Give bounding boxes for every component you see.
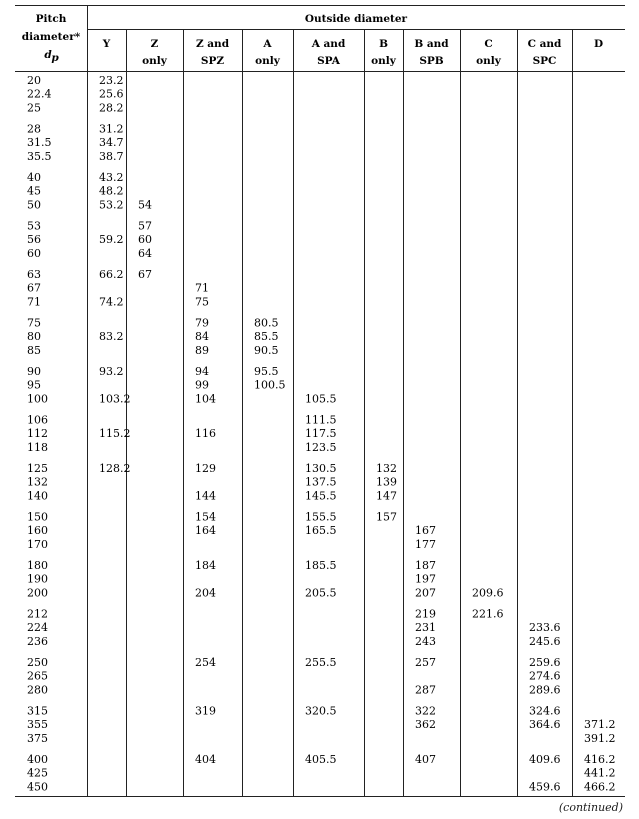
outside-diameter-cell: 371.2: [584, 718, 616, 732]
outside-diameter-cell: 129: [195, 462, 216, 475]
outside-diameter-cell: 104: [195, 392, 216, 406]
outside-diameter-cell: 207: [415, 586, 436, 600]
outside-diameter-cell: 117.5: [305, 427, 337, 441]
outside-diameter-cell: 100.5: [254, 378, 286, 392]
pitch-diameter-cell: 53: [27, 219, 41, 233]
pitch-diameter-cell: 250: [27, 656, 48, 669]
outside-diameter-cell: 289.6: [529, 683, 561, 697]
pitch-symbol-sub: p: [51, 52, 59, 64]
pitch-diameter-cell: 315: [27, 704, 48, 718]
outside-diameter-cell: 132: [376, 462, 397, 475]
outside-diameter-cell: 99: [195, 378, 209, 392]
outside-diameter-cell: 23.2: [99, 74, 124, 87]
pitch-diameter-cell: 190: [27, 572, 48, 586]
column-header: Y: [102, 38, 111, 50]
outside-diameter-cell: 34.7: [99, 136, 124, 150]
outside-diameter-cell: 259.6: [529, 656, 561, 669]
outside-diameter-cell: 165.5: [305, 524, 337, 538]
pitch-diameter-cell: 67: [27, 281, 41, 295]
outside-diameter-cell: 31.2: [99, 122, 124, 136]
pitch-header-line: Pitch: [35, 13, 67, 25]
outside-diameter-cell: 84: [195, 330, 209, 344]
outside-diameter-cell: 405.5: [305, 753, 337, 766]
pitch-diameter-cell: 45: [27, 184, 41, 198]
outside-diameter-cell: 164: [195, 524, 216, 538]
pitch-diameter-cell: 170: [27, 537, 48, 551]
outside-diameter-cell: 257: [415, 656, 436, 669]
column-header: C and: [527, 38, 562, 50]
outside-diameter-cell: 137.5: [305, 475, 337, 489]
pitch-diameter-cell: 450: [27, 780, 48, 794]
pitch-diameter-cell: 90: [27, 365, 41, 378]
outside-diameter-cell: 416.2: [584, 753, 616, 766]
outside-diameter-cell: 67: [138, 268, 152, 281]
pitch-diameter-cell: 80: [27, 330, 41, 344]
outside-diameter-cell: 90.5: [254, 343, 279, 357]
group-header: Outside diameter: [304, 13, 408, 25]
outside-diameter-cell: 187: [415, 559, 436, 572]
outside-diameter-cell: 128.2: [99, 462, 131, 475]
outside-diameter-cell: 139: [376, 475, 397, 489]
pitch-diameter-cell: 140: [27, 489, 48, 503]
column-header: SPC: [532, 55, 557, 67]
outside-diameter-cell: 144: [195, 489, 216, 503]
outside-diameter-cell: 116: [195, 427, 216, 441]
column-header: SPZ: [200, 55, 225, 67]
column-header: A: [263, 38, 272, 50]
pitch-diameter-cell: 212: [27, 607, 48, 621]
outside-diameter-cell: 93.2: [99, 365, 124, 378]
outside-diameter-cell: 123.5: [305, 440, 337, 454]
pitch-diameter-cell: 31.5: [27, 136, 52, 150]
outside-diameter-cell: 130.5: [305, 462, 337, 475]
outside-diameter-cell: 94: [195, 365, 209, 378]
outside-diameter-cell: 319: [195, 704, 216, 718]
outside-diameter-cell: 38.7: [99, 149, 124, 163]
outside-diameter-cell: 391.2: [584, 731, 616, 745]
outside-diameter-cell: 320.5: [305, 704, 337, 718]
pitch-diameter-cell: 25: [27, 101, 41, 115]
outside-diameter-cell: 80.5: [254, 316, 279, 330]
column-header: only: [142, 55, 167, 67]
pitch-diameter-cell: 85: [27, 343, 41, 357]
pitch-diameter-cell: 20: [27, 74, 41, 87]
outside-diameter-cell: 71: [195, 281, 209, 295]
outside-diameter-cell: 115.2: [99, 427, 131, 441]
pitch-diameter-cell: 200: [27, 586, 48, 600]
outside-diameter-cell: 157: [376, 510, 397, 524]
outside-diameter-cell: 48.2: [99, 184, 124, 198]
pitch-diameter-cell: 95: [27, 378, 41, 392]
outside-diameter-cell: 75: [195, 295, 209, 309]
outside-diameter-cell: 255.5: [305, 656, 337, 669]
outside-diameter-cell: 145.5: [305, 489, 337, 503]
pitch-diameter-cell: 355: [27, 718, 48, 732]
outside-diameter-cell: 362: [415, 718, 436, 732]
outside-diameter-cell: 205.5: [305, 586, 337, 600]
pitch-diameter-cell: 160: [27, 524, 48, 538]
outside-diameter-cell: 95.5: [254, 365, 279, 378]
pitch-diameter-cell: 28: [27, 122, 41, 136]
outside-diameter-cell: 103.2: [99, 392, 131, 406]
pitch-diameter-cell: 265: [27, 669, 48, 683]
diameter-table: [15, 5, 625, 797]
pitch-diameter-cell: 150: [27, 510, 48, 524]
outside-diameter-cell: 407: [415, 753, 436, 766]
pitch-diameter-cell: 118: [27, 440, 48, 454]
outside-diameter-cell: 466.2: [584, 780, 616, 794]
table-grid: [15, 5, 625, 797]
outside-diameter-cell: 243: [415, 634, 436, 648]
column-header: SPA: [317, 55, 340, 67]
outside-diameter-cell: 54: [138, 198, 152, 212]
outside-diameter-cell: 66.2: [99, 268, 124, 281]
outside-diameter-cell: 79: [195, 316, 209, 330]
pitch-diameter-cell: 280: [27, 683, 48, 697]
outside-diameter-cell: 324.6: [529, 704, 561, 718]
outside-diameter-cell: 322: [415, 704, 436, 718]
pitch-diameter-cell: 106: [27, 413, 48, 427]
outside-diameter-cell: 25.6: [99, 87, 124, 101]
outside-diameter-cell: 404: [195, 753, 216, 766]
outside-diameter-cell: 177: [415, 537, 436, 551]
column-header: B: [379, 38, 388, 50]
outside-diameter-cell: 83.2: [99, 330, 124, 344]
outside-diameter-cell: 74.2: [99, 295, 124, 309]
outside-diameter-cell: 64: [138, 246, 152, 260]
pitch-diameter-cell: 375: [27, 731, 48, 745]
pitch-diameter-cell: 56: [27, 233, 41, 247]
pitch-diameter-cell: 112: [27, 427, 48, 441]
pitch-diameter-cell: 236: [27, 634, 48, 648]
pitch-diameter-cell: 60: [27, 246, 41, 260]
pitch-diameter-cell: 125: [27, 462, 48, 475]
outside-diameter-cell: 459.6: [529, 780, 561, 794]
outside-diameter-cell: 53.2: [99, 198, 124, 212]
outside-diameter-cell: 287: [415, 683, 436, 697]
outside-diameter-cell: 154: [195, 510, 216, 524]
outside-diameter-cell: 85.5: [254, 330, 279, 344]
pitch-diameter-cell: 50: [27, 198, 41, 212]
pitch-diameter-cell: 100: [27, 392, 48, 406]
outside-diameter-cell: 364.6: [529, 718, 561, 732]
pitch-diameter-cell: 35.5: [27, 149, 52, 163]
outside-diameter-cell: 209.6: [472, 586, 504, 600]
pitch-diameter-cell: 400: [27, 753, 48, 766]
outside-diameter-cell: 59.2: [99, 233, 124, 247]
pitch-diameter-cell: 180: [27, 559, 48, 572]
outside-diameter-cell: 219: [415, 607, 436, 621]
outside-diameter-cell: 167: [415, 524, 436, 538]
outside-diameter-cell: 60: [138, 233, 152, 247]
pitch-symbol: d: [44, 49, 52, 61]
pitch-diameter-cell: 132: [27, 475, 48, 489]
pitch-diameter-cell: 224: [27, 621, 48, 635]
outside-diameter-cell: 233.6: [529, 621, 561, 635]
outside-diameter-cell: 441.2: [584, 766, 616, 780]
outside-diameter-cell: 204: [195, 586, 216, 600]
pitch-diameter-cell: 40: [27, 171, 41, 184]
column-header: only: [371, 55, 396, 67]
outside-diameter-cell: 245.6: [529, 634, 561, 648]
outside-diameter-cell: 274.6: [529, 669, 561, 683]
outside-diameter-cell: 254: [195, 656, 216, 669]
outside-diameter-cell: 43.2: [99, 171, 124, 184]
outside-diameter-cell: 57: [138, 219, 152, 233]
column-header: SPB: [419, 55, 444, 67]
outside-diameter-cell: 197: [415, 572, 436, 586]
column-header: C: [484, 38, 493, 50]
outside-diameter-cell: 28.2: [99, 101, 124, 115]
pitch-diameter-cell: 425: [27, 766, 48, 780]
outside-diameter-cell: 184: [195, 559, 216, 572]
outside-diameter-cell: 185.5: [305, 559, 337, 572]
outside-diameter-cell: 111.5: [305, 413, 337, 427]
pitch-header-line: diameter*: [21, 31, 81, 43]
outside-diameter-cell: 105.5: [305, 392, 337, 406]
pitch-diameter-cell: 75: [27, 316, 41, 330]
column-header: A and: [311, 38, 346, 50]
column-header: D: [593, 38, 604, 50]
pitch-diameter-cell: 71: [27, 295, 41, 309]
column-header: only: [255, 55, 280, 67]
outside-diameter-cell: 409.6: [529, 753, 561, 766]
outside-diameter-cell: 155.5: [305, 510, 337, 524]
outside-diameter-cell: 231: [415, 621, 436, 635]
column-header: Z and: [195, 38, 230, 50]
pitch-diameter-cell: 63: [27, 268, 41, 281]
column-header: Z: [150, 38, 159, 50]
outside-diameter-cell: 147: [376, 489, 397, 503]
column-header: B and: [414, 38, 449, 50]
outside-diameter-cell: 221.6: [472, 607, 504, 621]
column-header: only: [476, 55, 501, 67]
outside-diameter-cell: 89: [195, 343, 209, 357]
continued-note: (continued): [558, 801, 623, 814]
pitch-diameter-cell: 22.4: [27, 87, 52, 101]
